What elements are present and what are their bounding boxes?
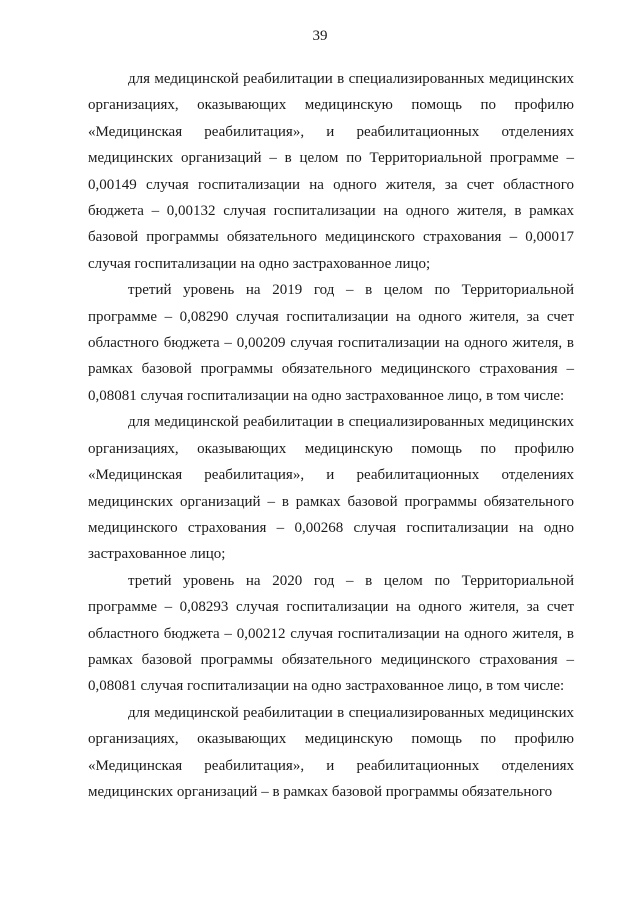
paragraph-third-level-2019: третий уровень на 2019 год – в целом по Территориальной программе – 0,08290 случая госпитализации на одного жителя, за счет областного бюджета – 0,00209 случая госпитализации на одного жителя, в рамках базовой программы обязательного медицинского страхования – 0,08081 случая госпитализации на одно застрахованное лицо, в том числе:: [88, 282, 574, 404]
body-text: [88, 66, 574, 805]
paragraph-rehab-2018: для медицинской реабилитации в специализированных медицинских организациях, оказывающих медицинскую помощь по профилю «Медицинская реабилитация», и реабилитационных отделениях медицинских организаций – в целом по Территориальной программе – 0,00149 случая госпитализации на одного жителя, за счет областного бюджета – 0,00132 случая госпитализации на одного жителя, в рамках базовой программы обязательного медицинского страхования – 0,00017 случая госпитализации на одно застрахованное лицо;: [88, 71, 574, 272]
paragraph-third-level-2020: третий уровень на 2020 год – в целом по Территориальной программе – 0,08293 случая госпитализации на одного жителя, за счет областного бюджета – 0,00212 случая госпитализации на одного жителя, в рамках базовой программы обязательного медицинского страхования – 0,08081 случая госпитализации на одно застрахованное лицо, в том числе:: [88, 572, 574, 695]
page-number: 39: [312, 28, 328, 44]
paragraph-rehab-2020: для медицинской реабилитации в специализированных медицинских организациях, оказывающих медицинскую помощь по профилю «Медицинская реабилитация», и реабилитационных отделениях медицинских организаций – в рамках базовой программы обязательного: [88, 704, 574, 800]
paragraph-rehab-2019: для медицинской реабилитации в специализированных медицинских организациях, оказывающих медицинскую помощь по профилю «Медицинская реабилитация», и реабилитационных отделениях медицинских организаций – в рамках базовой программы обязательного медицинского страхования – 0,00268 случая госпитализации на одно застрахованное лицо;: [88, 414, 574, 563]
